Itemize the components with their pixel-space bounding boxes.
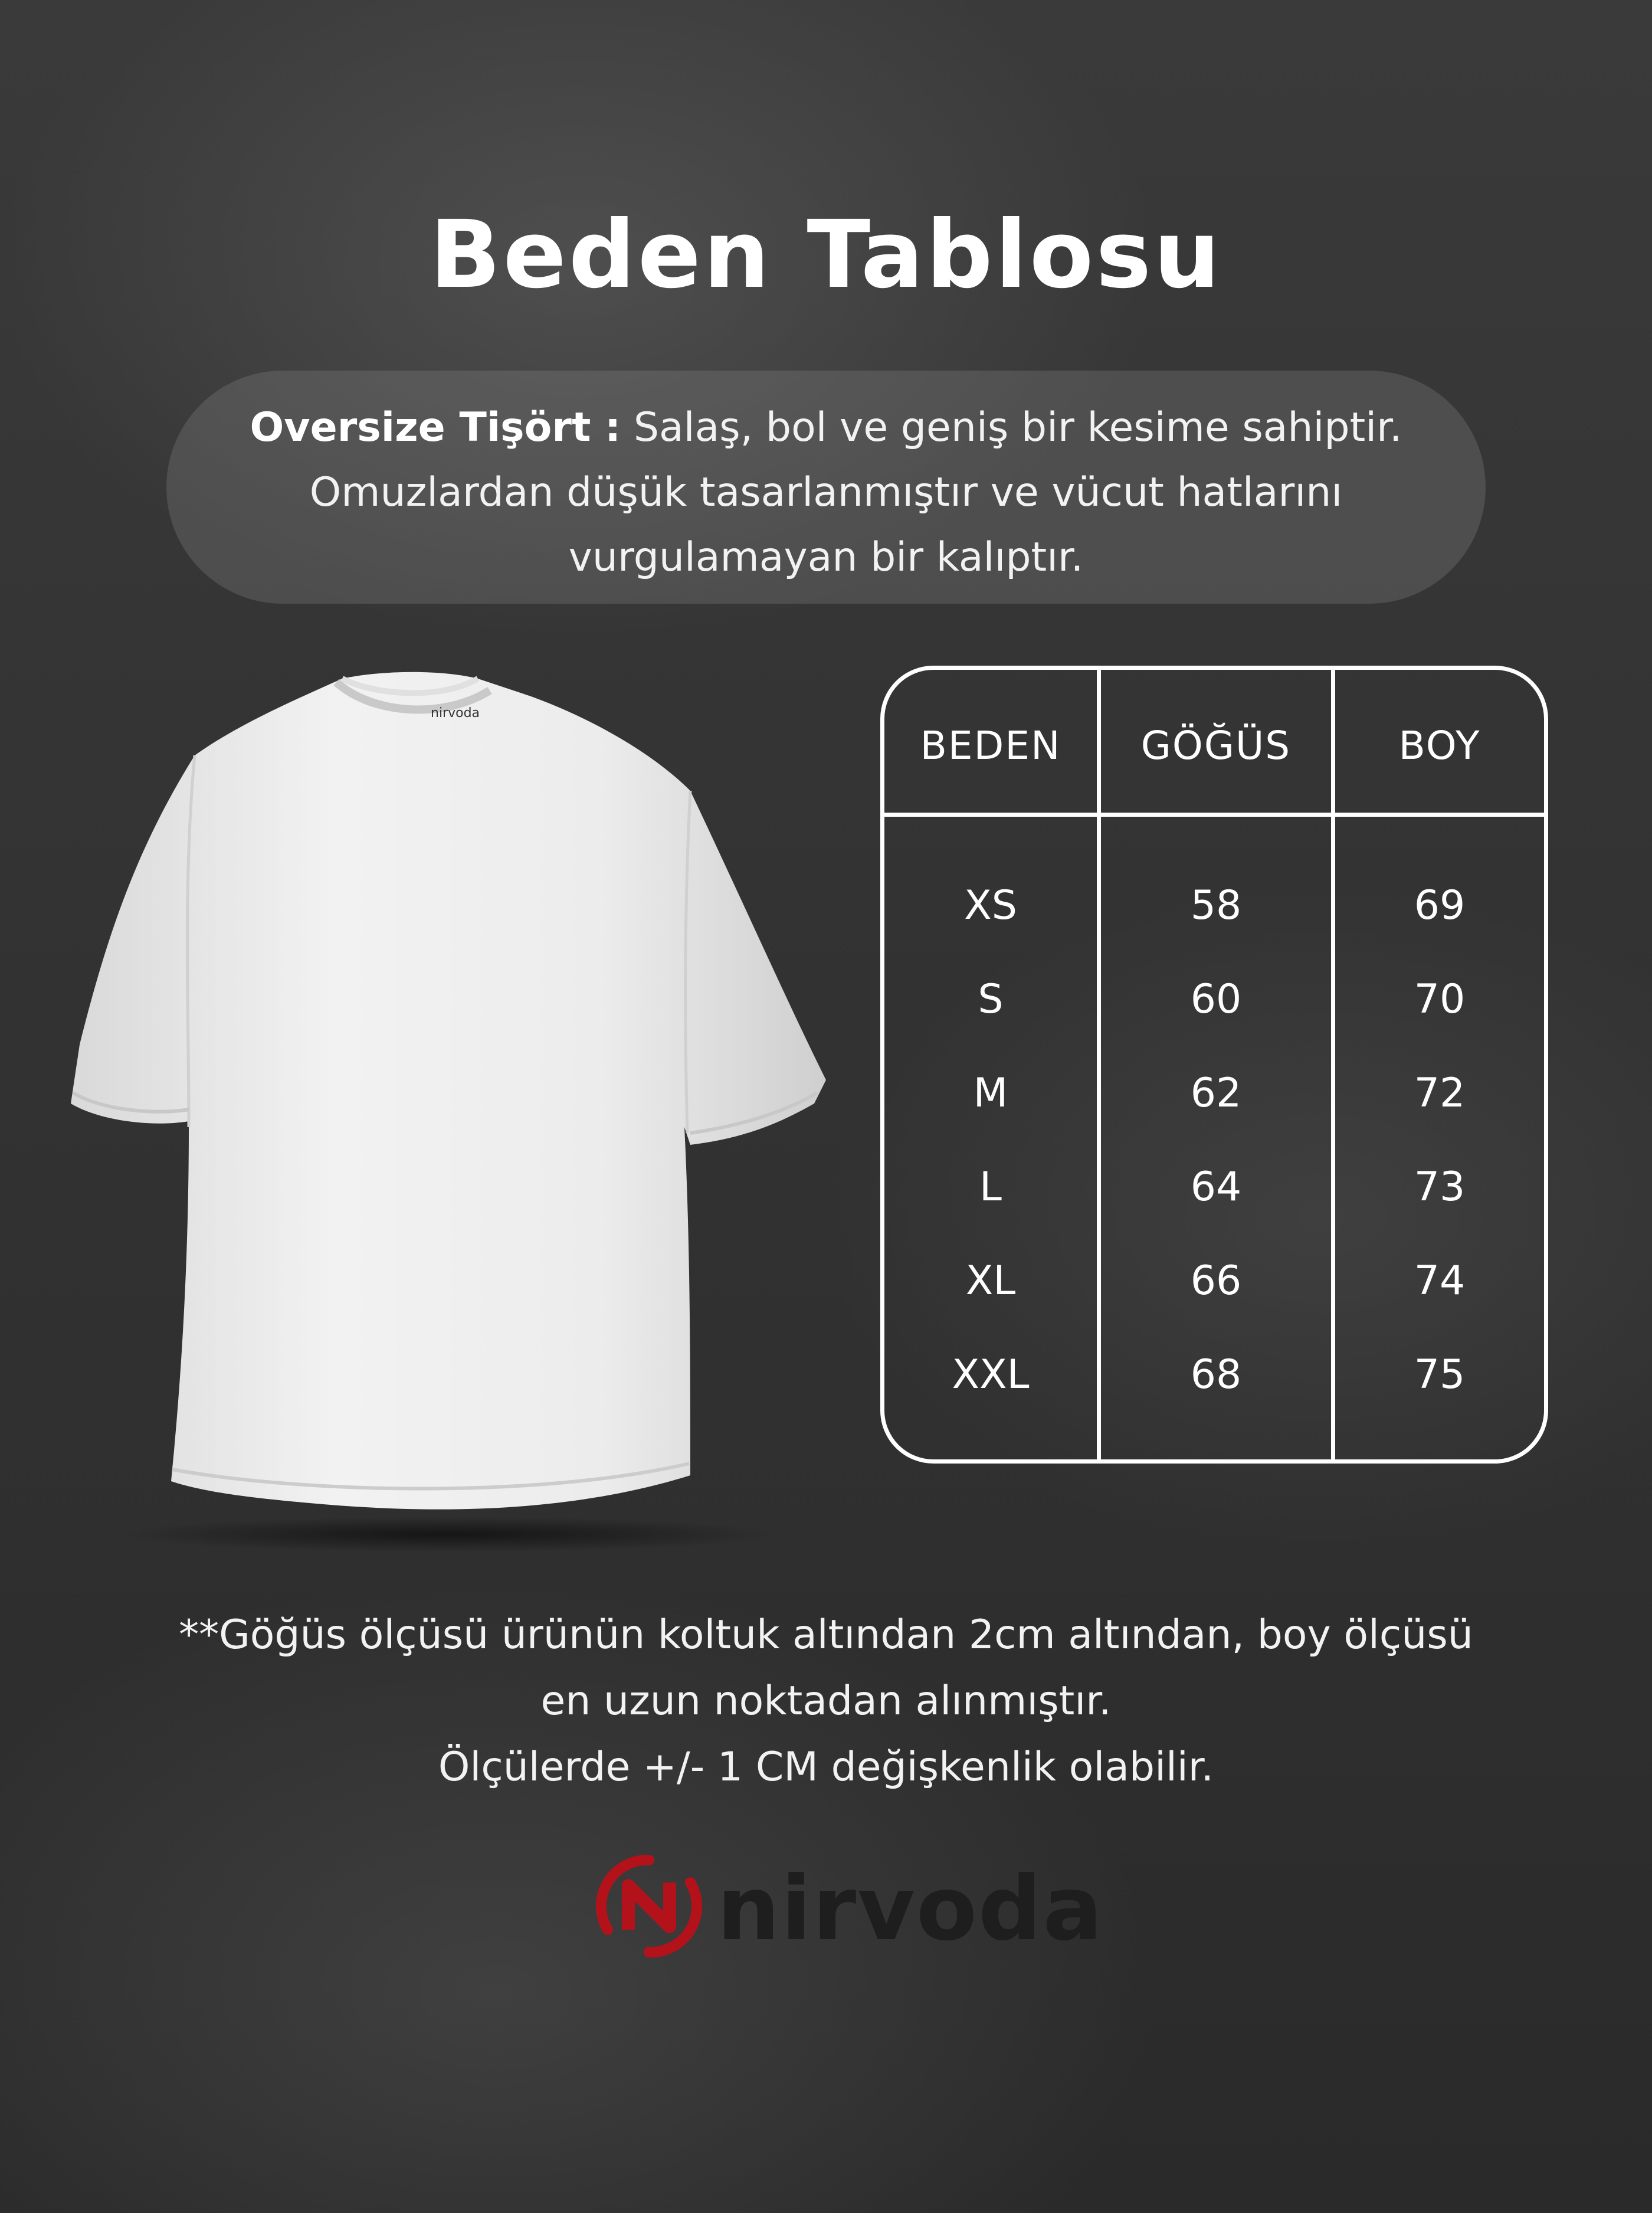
note-line-1: **Göğüs ölçüsü ürünün koltuk altından 2cm altından, boy ölçüsü <box>179 1612 1473 1658</box>
intro-line-1-text: Salaş, bol ve geniş bir kesime sahiptir. <box>621 404 1402 451</box>
table-divider-2 <box>1331 670 1335 1459</box>
size-cell: XXL <box>952 1351 1030 1398</box>
intro-label: Oversize Tişört : <box>250 404 621 451</box>
table-header-divider <box>884 813 1544 817</box>
size-cell: L <box>979 1164 1002 1210</box>
chest-cell: 58 <box>1190 882 1242 929</box>
intro-line-3: vurgulamayan bir kalıptır. <box>568 534 1084 581</box>
chest-cell: 62 <box>1190 1070 1242 1117</box>
brand-name: nirvoda <box>717 1858 1104 1960</box>
table-divider-1 <box>1097 670 1101 1459</box>
length-cell: 73 <box>1414 1164 1466 1210</box>
note-line-2: en uzun noktadan alınmıştır. <box>540 1678 1112 1724</box>
size-table <box>880 666 1548 1464</box>
size-cell: XL <box>965 1258 1016 1304</box>
chest-cell: 64 <box>1190 1164 1242 1210</box>
measurement-note <box>0 1602 1652 1800</box>
brand-logo <box>590 1853 1104 1960</box>
page-title: Beden Tablosu <box>430 201 1222 309</box>
intro-line-1 <box>166 395 1486 460</box>
brand-mark-icon <box>590 1853 708 1959</box>
header-beden: BEDEN <box>920 723 1061 768</box>
header-boy: BOY <box>1398 723 1481 768</box>
length-cell: 69 <box>1414 882 1466 929</box>
chest-cell: 60 <box>1190 976 1242 1023</box>
header-gogus: GÖĞÜS <box>1140 723 1292 768</box>
note-line-3: Ölçülerde +/- 1 CM değişkenlik olabilir. <box>438 1744 1214 1790</box>
length-cell: 74 <box>1414 1258 1466 1304</box>
length-cell: 75 <box>1414 1351 1466 1398</box>
size-cell: XS <box>964 882 1017 929</box>
oversize-tshirt-icon <box>65 655 832 1552</box>
length-cell: 72 <box>1414 1070 1466 1117</box>
chest-cell: 68 <box>1190 1351 1242 1398</box>
shirt-tag: nirvoda <box>431 706 480 721</box>
chest-cell: 66 <box>1190 1258 1242 1304</box>
intro-description <box>166 371 1486 604</box>
size-cell: S <box>978 976 1004 1023</box>
size-cell: M <box>973 1070 1008 1117</box>
intro-line-2: Omuzlardan düşük tasarlanmıştır ve vücut hatlarını <box>309 469 1343 516</box>
length-cell: 70 <box>1414 976 1466 1023</box>
